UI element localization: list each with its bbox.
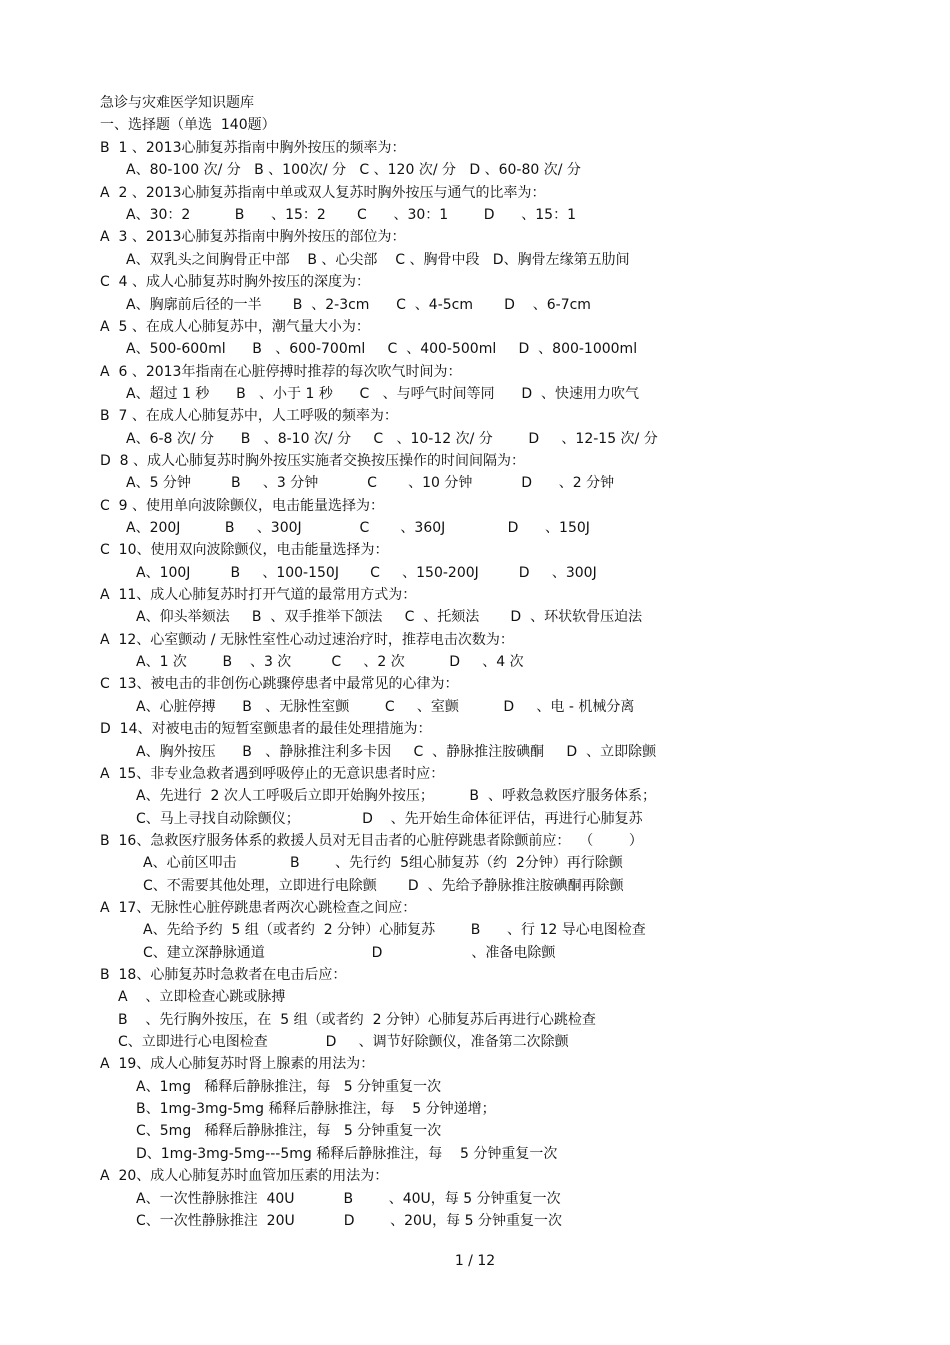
question-line: A 5 、在成人心肺复苏中，潮气量大小为： xyxy=(100,318,370,335)
option-line: A、仰头举颏法 B 、双手推举下颌法 C 、托颏法 D 、环状软骨压迫法 xyxy=(136,609,643,626)
option-line: A、超过 1 秒 B 、小于 1 秒 C 、与呼气时间等同 D 、快速用力吹气 xyxy=(126,385,640,402)
option-line: D、1mg-3mg-5mg---5mg 稀释后静脉推注，每 5 分钟重复一次 xyxy=(136,1145,558,1162)
question-line: C 9 、使用单向波除颤仪，电击能量选择为： xyxy=(100,497,385,514)
option-line: A、1 次 B 、3 次 C 、2 次 D 、4 次 xyxy=(136,654,524,671)
document-title: 急诊与灾难医学知识题库 xyxy=(100,95,254,111)
question-line: B 1 、2013心肺复苏指南中胸外按压的频率为： xyxy=(100,140,406,156)
option-line: A、5 分钟 B 、3 分钟 C 、10 分钟 D 、2 分钟 xyxy=(126,475,615,492)
option-line: A、200J B 、300J C 、360J D 、150J xyxy=(126,520,590,536)
question-line: C 4 、成人心肺复苏时胸外按压的深度为： xyxy=(100,274,371,291)
question-line: A 15、非专业急救者遇到呼吸停止的无意识患者时应： xyxy=(100,765,445,782)
question-line: A 2 、2013心肺复苏指南中单或双人复苏时胸外按压与通气的比率为： xyxy=(100,184,546,201)
option-line: A、先进行 2 次人工呼吸后立即开始胸外按压； B 、呼救急救医疗服务体系； xyxy=(136,788,656,805)
option-line: B、1mg-3mg-5mg 稀释后静脉推注，每 5 分钟递增； xyxy=(136,1101,496,1118)
option-line: C、不需要其他处理，立即进行电除颤 D 、先给予静脉推注胺碘酮再除颤 xyxy=(143,877,624,894)
question-line: A 20、成人心肺复苏时血管加压素的用法为： xyxy=(100,1168,389,1185)
question-line: C 10、使用双向波除颤仪，电击能量选择为： xyxy=(100,542,389,559)
option-line: C、5mg 稀释后静脉推注，每 5 分钟重复一次 xyxy=(136,1123,442,1140)
option-line: A 、立即检查心跳或脉搏 xyxy=(118,989,286,1006)
option-line: A、先给予约 5 组（或者约 2 分钟）心肺复苏 B 、行 12 导心电图检查 xyxy=(143,922,646,939)
option-line: A、6-8 次/ 分 B 、8-10 次/ 分 C 、10-12 次/ 分 D 、12-15 次/ 分 xyxy=(126,430,658,447)
option-line: C、马上寻找自动除颤仪； D 、先开始生命体征评估，再进行心肺复苏 xyxy=(136,810,643,827)
question-line: A 12、心室颤动 / 无脉性室性心动过速治疗时，推荐电击次数为： xyxy=(100,631,514,648)
question-line: C 13、被电击的非创伤心跳骤停患者中最常见的心律为： xyxy=(100,676,459,693)
question-line: D 8 、成人心肺复苏时胸外按压实施者交换按压操作的时间间隔为： xyxy=(100,452,526,469)
option-line: A、胸廓前后径的一半 B 、2-3cm C 、4-5cm D 、6-7cm xyxy=(126,296,591,313)
option-line: A、一次性静脉推注 40U B 、40U，每 5 分钟重复一次 xyxy=(136,1190,561,1207)
question-line: A 3 、2013心肺复苏指南中胸外按压的部位为： xyxy=(100,229,406,246)
option-line: A、1mg 稀释后静脉推注，每 5 分钟重复一次 xyxy=(136,1078,442,1095)
section-heading: 一、选择题（单选 140题） xyxy=(100,117,276,133)
question-line: A 19、成人心肺复苏时肾上腺素的用法为： xyxy=(100,1056,375,1073)
option-line: C、一次性静脉推注 20U D 、20U，每 5 分钟重复一次 xyxy=(136,1212,562,1229)
option-line: A、心前区叩击 B 、先行约 5组心肺复苏（约 2分钟）再行除颤 xyxy=(143,855,623,872)
option-line: A、80-100 次/ 分 B 、100次/ 分 C 、120 次/ 分 D 、60-80 次/ 分 xyxy=(126,162,581,179)
option-line: C、建立深静脉通道 D 、准备电除颤 xyxy=(143,944,556,961)
option-line: A、100J B 、100-150J C 、150-200J D 、300J xyxy=(136,564,597,581)
page-number: 1 / 12 xyxy=(454,1253,496,1269)
question-line: B 16、急救医疗服务体系的救援人员对无目击者的心脏停跳患者除颤前应： （ ） xyxy=(100,832,643,849)
option-line: A、30：2 B 、15：2 C 、30：1 D 、15：1 xyxy=(126,207,576,224)
question-line: A 6 、2013年指南在心脏停搏时推荐的每次吹气时间为： xyxy=(100,363,462,380)
option-line: C、立即进行心电图检查 D 、调节好除颤仪，准备第二次除颤 xyxy=(118,1034,569,1050)
question-line: B 18、心肺复苏时急救者在电击后应： xyxy=(100,967,347,983)
option-line: A、心脏停搏 B 、无脉性室颤 C 、室颤 D 、电 - 机械分离 xyxy=(136,698,635,715)
option-line: A、胸外按压 B 、静脉推注利多卡因 C 、静脉推注胺碘酮 D 、立即除颤 xyxy=(136,743,657,760)
option-line: A、双乳头之间胸骨正中部 B 、心尖部 C 、胸骨中段 D、胸骨左缘第五肋间 xyxy=(126,251,630,268)
question-line: B 7 、在成人心肺复苏中，人工呼吸的频率为： xyxy=(100,408,398,425)
option-line: B 、先行胸外按压，在 5 组（或者约 2 分钟）心肺复苏后再进行心跳检查 xyxy=(118,1011,596,1028)
question-line: D 14、对被电击的短暂室颤患者的最佳处理措施为： xyxy=(100,721,432,738)
question-line: A 11、成人心肺复苏时打开气道的最常用方式为： xyxy=(100,587,417,603)
question-line: A 17、无脉性心脏停跳患者两次心跳检查之间应： xyxy=(100,899,417,916)
option-line: A、500-600ml B 、600-700ml C 、400-500ml D 、800-1000ml xyxy=(126,341,638,358)
